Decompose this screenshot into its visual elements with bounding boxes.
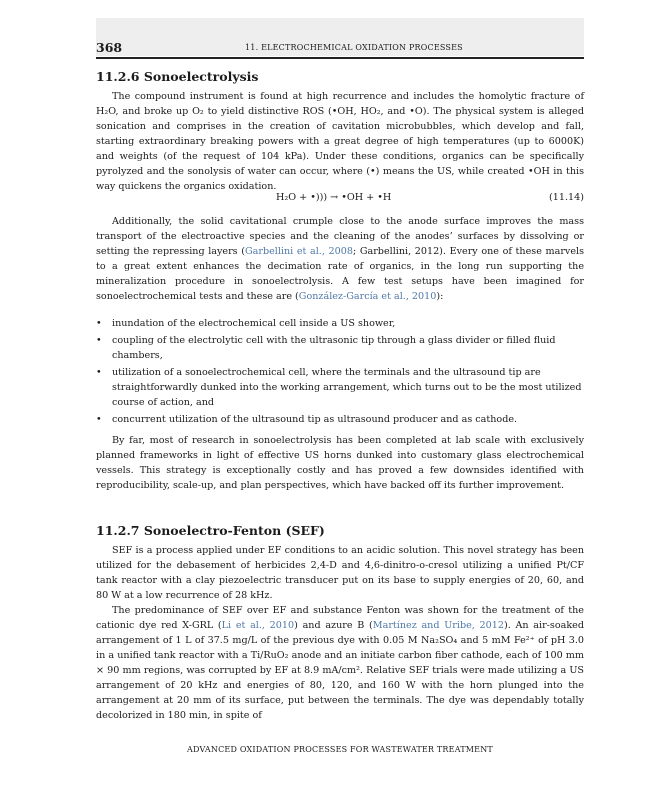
setup-bullet-list bbox=[96, 316, 584, 427]
text-run: ) and azure B ( bbox=[294, 620, 373, 631]
bullet-glyph: • bbox=[96, 335, 102, 346]
equation-11-14 bbox=[96, 187, 584, 209]
equation-text: H₂O + •))) → •OH + •H bbox=[276, 192, 392, 203]
page-number: 368 bbox=[96, 40, 123, 55]
bullet-item bbox=[96, 365, 584, 410]
section-heading-sonoelectrolysis: 11.2.6 Sonoelectrolysis bbox=[96, 69, 259, 84]
citation-link[interactable]: Martínez and Uribe, 2012 bbox=[372, 620, 504, 631]
citation-link[interactable]: Li et al., 2010 bbox=[221, 620, 295, 631]
bullet-glyph: • bbox=[96, 414, 102, 425]
bullet-text: concurrent utilization of the ultrasound tip as ultrasound producer and as cathode. bbox=[112, 414, 518, 425]
text-run: Additionally, the solid cavitational crumple close to the anode surface improves the mass transport of the electroactive species and the cleaning of the anodes’ surfaces by dissolving or setting the repressing layers ( bbox=[96, 216, 584, 257]
section-heading-sonoelectro-fenton: 11.2.7 Sonoelectro-Fenton (SEF) bbox=[96, 523, 325, 538]
citation-link[interactable]: Garbellini et al., 2008 bbox=[244, 246, 353, 257]
text-run: ): bbox=[436, 291, 444, 302]
bullet-item bbox=[96, 316, 584, 331]
bullet-text: utilization of a sonoelectrochemical cell, where the terminals and the ultrasound tip are straightforwardly dunked into the working arrangement, which turns out to be the most utilized course of action, and bbox=[112, 367, 582, 408]
text-run: ). An air-soaked arrangement of 1 L of 37.5 mg/L of the previous dye with 0.05 M Na₂SO₄ and 5 mM Fe²⁺ of pH 3.0 in a unified tank reactor with a Ti/RuO₂ anode and an initiate carbon fiber cathode, each of 100 mm × 90 mm regions, was corrupted by EF at 8.9 mA/cm². Relative SEF trials were made utilizing a US arrangement of 20 kHz and energies of 80, 120, and 160 W with the horn plunged into the arrangement at 20 mm of its surface, put between the terminals. The dye was dependably totally decolorized in 180 min, in spite of bbox=[96, 620, 584, 721]
paragraph-sef-predominance bbox=[96, 603, 584, 749]
bullet-text: coupling of the electrolytic cell with the ultrasonic tip through a glass divider or filled fluid chambers, bbox=[112, 335, 556, 361]
equation-number: (11.14) bbox=[549, 192, 584, 203]
paragraph-sonoelectrolysis-intro: The compound instrument is found at high recurrence and includes the homolytic fracture of H₂O, and broke up O₂ to yield distinctive ROS (•OH, HO₂, and •O). The physical system is alleged sonication and comprises in the creation of cavitation microbubbles, which develop and fall, starting extraordinary breaking powers with a great degree of high temperatures (up to 6000K) and weights (of the request of 104 kPa). Under these conditions, organics can be specifically pyrolyzed and the sonolysis of water can occur, where (•) means the US, while created •OH in this way quickens the organics oxidation. bbox=[96, 91, 584, 192]
bullet-glyph: • bbox=[96, 367, 102, 378]
header-rule bbox=[96, 57, 584, 59]
bullet-item bbox=[96, 412, 584, 427]
bullet-text: inundation of the electrochemical cell inside a US shower, bbox=[112, 318, 396, 329]
paragraph-lab-scale: By far, most of research in sonoelectrolysis has been completed at lab scale with exclusively planned frameworks in light of effective US horns dunked into customary glass electrochemical vessels. This strategy is exceptionally costly and has proved a few downsides identified with reproducibility, scale-up, and plan perspectives, which have backed off its further improvement. bbox=[96, 435, 584, 491]
text-run: ; Garbellini, 2012). Every one of these marvels to a great extent enhances the decimation rate of organics, in the long run supporting the mineralization procedure in sonoelectrolysis. A few test setups have been imagined for sonoelectrochemical tests and these are ( bbox=[96, 246, 584, 302]
page-footer: ADVANCED OXIDATION PROCESSES FOR WASTEWATER TREATMENT bbox=[187, 745, 493, 754]
chapter-title: 11. ELECTROCHEMICAL OXIDATION PROCESSES bbox=[245, 43, 463, 52]
paragraph-sef-intro: SEF is a process applied under EF conditions to an acidic solution. This novel strategy has been utilized for the debasement of herbicides 2,4-D and 4,6-dinitro-o-cresol utilizing a unified Pt/CF tank reactor with a clay piezoelectric transducer put on its base to supply energies of 20, 60, and 80 W at a low recurrence of 28 kHz. bbox=[96, 545, 584, 601]
citation-link[interactable]: González-García et al., 2010 bbox=[298, 291, 437, 302]
bullet-item bbox=[96, 333, 584, 363]
paragraph-cavitation bbox=[96, 214, 584, 312]
page-body bbox=[96, 62, 584, 749]
text-run: The predominance of SEF over EF and substance Fenton was shown for the treatment of the cationic dye red X-GRL ( bbox=[96, 605, 584, 631]
bullet-glyph: • bbox=[96, 318, 102, 329]
